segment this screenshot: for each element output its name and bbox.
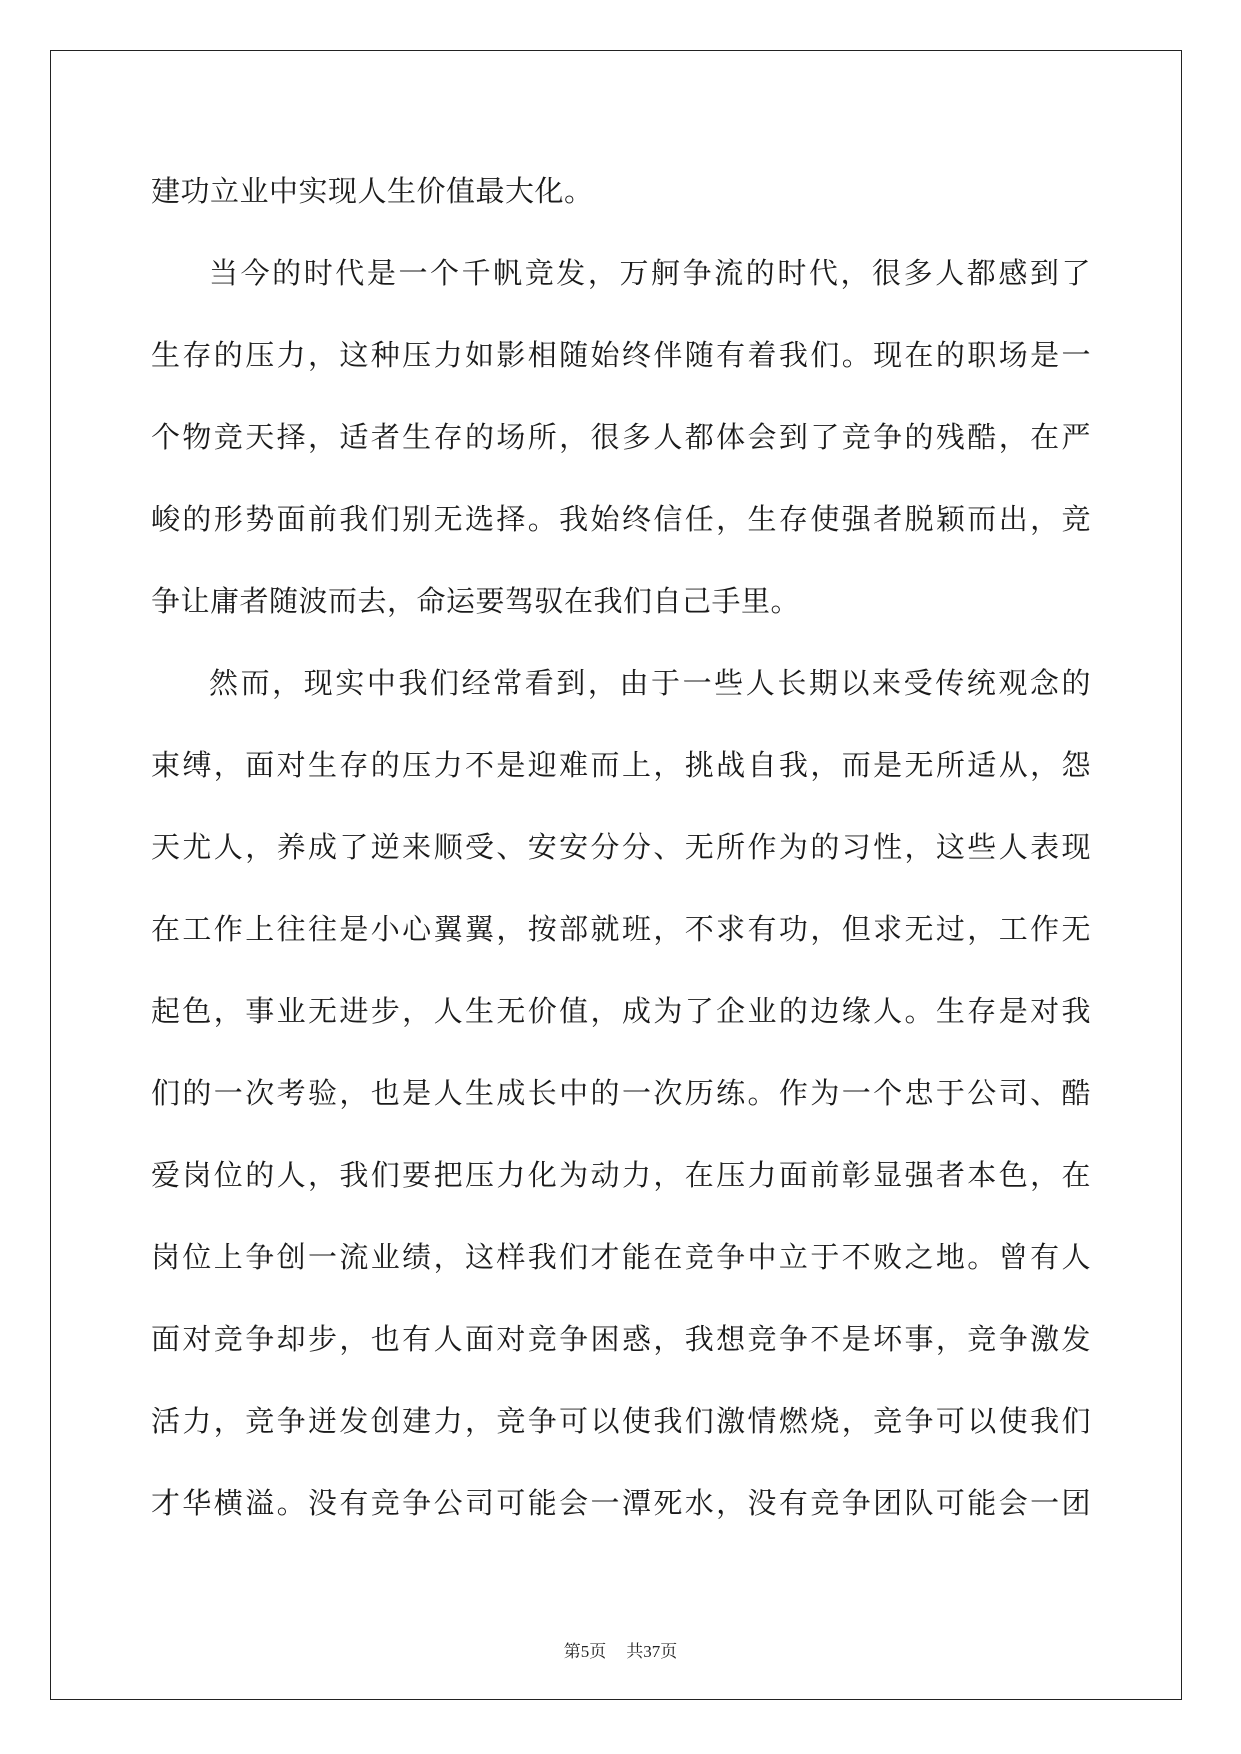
text-line: 起色，事业无进步，人生无价值，成为了企业的边缘人。生存是对我 [151,994,1091,1028]
text-line: 面对竞争却步，也有人面对竞争困惑，我想竞争不是坏事，竞争激发 [151,1322,1091,1356]
page-suffix: 页 [589,1642,607,1662]
text-line: 生存的压力，这种压力如影相随始终伴随有着我们。现在的职场是一 [151,338,1091,372]
text-line: 在工作上往往是小心翼翼，按部就班，不求有功，但求无过，工作无 [151,912,1091,946]
text-line: 个物竞天择，适者生存的场所，很多人都体会到了竞争的残酷，在严 [151,420,1091,454]
text-line: 建功立业中实现人生价值最大化。 [151,174,594,208]
document-body [151,150,1091,1544]
page-number: 5 [580,1642,590,1661]
page-prefix: 第 [563,1642,581,1662]
paragraph-first-line: 然而，现实中我们经常看到，由于一些人长期以来受传统观念的 [209,666,1091,700]
page-footer [0,1637,1241,1662]
text-line: 峻的形势面前我们别无选择。我始终信任，生存使强者脱颖而出，竞 [151,502,1091,536]
text-line: 才华横溢。没有竞争公司可能会一潭死水，没有竞争团队可能会一团 [151,1486,1091,1520]
text-line: 束缚，面对生存的压力不是迎难而上，挑战自我，而是无所适从，怨 [151,748,1091,782]
text-line: 们的一次考验，也是人生成长中的一次历练。作为一个忠于公司、酷 [151,1076,1091,1110]
text-line: 爱岗位的人，我们要把压力化为动力，在压力面前彰显强者本色，在 [151,1158,1091,1192]
text-line: 岗位上争创一流业绩，这样我们才能在竞争中立于不败之地。曾有人 [151,1240,1091,1274]
text-line: 天尤人，养成了逆来顺受、安安分分、无所作为的习性，这些人表现 [151,830,1091,864]
total-prefix: 共 [626,1642,644,1662]
total-pages: 37 [643,1642,661,1661]
total-suffix: 页 [660,1642,678,1662]
text-line: 争让庸者随波而去，命运要驾驭在我们自己手里。 [151,584,801,618]
paragraph-first-line: 当今的时代是一个千帆竞发，万舸争流的时代，很多人都感到了 [209,256,1091,290]
text-line: 活力，竞争迸发创建力，竞争可以使我们激情燃烧，竞争可以使我们 [151,1404,1091,1438]
